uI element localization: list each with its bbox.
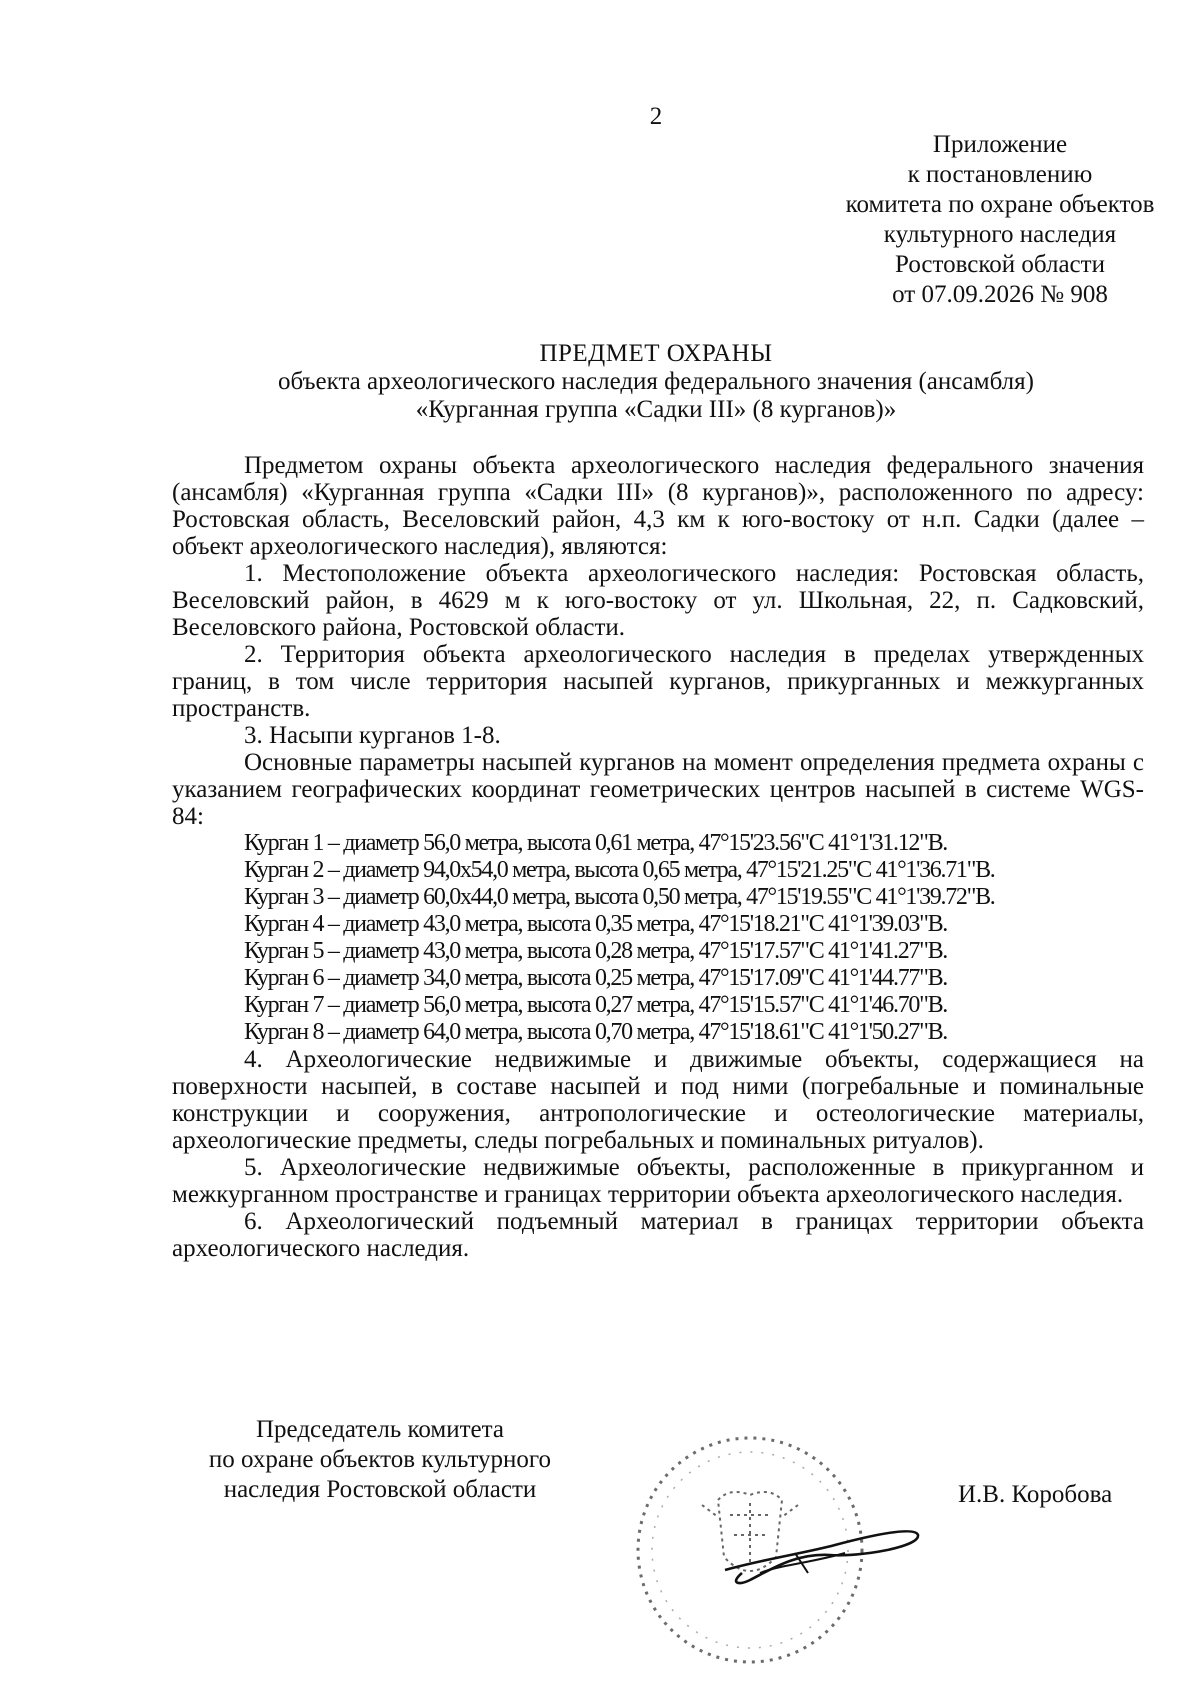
kurgan-line: Курган 1 – диаметр 56,0 метра, высота 0,61 метра, 47°15'23.56"С 41°1'31.12"В. [244,830,947,856]
appendix-line: к постановлению [907,161,1093,188]
kurgan-line: Курган 2 – диаметр 94,0х54,0 метра, высота 0,65 метра, 47°15'21.25"С 41°1'36.71"В. [244,857,995,883]
page-number: 2 [649,103,663,130]
title-main: ПРЕДМЕТ ОХРАНЫ [539,340,773,367]
appendix-date-line: от 07.09.2026 № 908 [892,281,1108,308]
kurgan-line: Курган 8 – диаметр 64,0 метра, высота 0,70 метра, 47°15'18.61"С 41°1'50.27"В. [244,1019,947,1045]
item-6: 6. Археологический подъемный материал в границах территории объекта археологического наследия. [172,1208,1144,1262]
kurgan-line: Курган 5 – диаметр 43,0 метра, высота 0,28 метра, 47°15'17.57"С 41°1'41.27"В. [244,938,947,964]
item-4: 4. Археологические недвижимые и движимые объекты, содержащиеся на поверхности насыпей, в составе насыпей и под ними (погребальные и поминальные конструкции и сооружения, антропологические и остеологические материалы, археологические предметы, следы погребальных и поминальных ритуалов). [172,1046,1144,1154]
appendix-line: Приложение [932,131,1068,158]
signer-position-line: наследия Ростовской области [223,1476,537,1503]
kurgan-line: Курган 4 – диаметр 43,0 метра, высота 0,35 метра, 47°15'18.21"С 41°1'39.03"В. [244,911,947,937]
seal-stamp-icon [630,1385,950,1685]
document-body [172,452,1144,1262]
item-2: 2. Территория объекта археологического наследия в пределах утвержденных границ, в том числе территория насыпей курганов, прикурганных и межкурганных пространств. [172,641,1144,722]
item-1: 1. Местоположение объекта археологического наследия: Ростовская область, Веселовский район, в 4629 м к юго-востоку от ул. Школьная, 22, п. Садковский, Веселовского района, Ростовской области. [172,560,1144,641]
intro-paragraph: Предметом охраны объекта археологического наследия федерального значения (ансамбля) «Курганная группа «Садки III» (8 курганов)», расположенного по адресу: Ростовская область, Веселовский район, 4,3 км к юго-востоку от н.п. Садки (далее – объект археологического наследия), являются: [172,452,1144,560]
signer-position-line: Председатель комитета [256,1416,504,1443]
signer-name: И.В. Коробова [958,1481,1113,1508]
item-3: 3. Насыпи курганов 1-8. [244,722,501,749]
appendix-line: комитета по охране объектов [845,191,1155,218]
document-title [170,340,1142,424]
appendix-line: культурного наследия [883,221,1117,248]
kurgan-line: Курган 7 – диаметр 56,0 метра, высота 0,27 метра, 47°15'15.57"С 41°1'46.70"В. [244,992,947,1018]
title-object-name: «Курганная группа «Садки III» (8 курганов)» [415,396,897,423]
kurgan-line: Курган 3 – диаметр 60,0х44,0 метра, высота 0,50 метра, 47°15'19.55"С 41°1'39.72"В. [244,884,995,910]
item-5: 5. Археологические недвижимые объекты, расположенные в прикурганном и межкурганном пространстве и границах территории объекта археологического наследия. [172,1154,1144,1208]
signer-position-line: по охране объектов культурного [208,1446,552,1473]
title-subtitle: объекта археологического наследия федерального значения (ансамбля) [278,368,1034,395]
signer-position [170,1415,590,1505]
appendix-line: Ростовской области [895,251,1105,278]
kurgan-line: Курган 6 – диаметр 34,0 метра, высота 0,25 метра, 47°15'17.09"С 41°1'44.77"В. [244,965,947,991]
appendix-header [740,130,1200,310]
params-paragraph: Основные параметры насыпей курганов на момент определения предмета охраны с указанием географических координат геометрических центров насыпей в системе WGS-84: [172,749,1144,830]
